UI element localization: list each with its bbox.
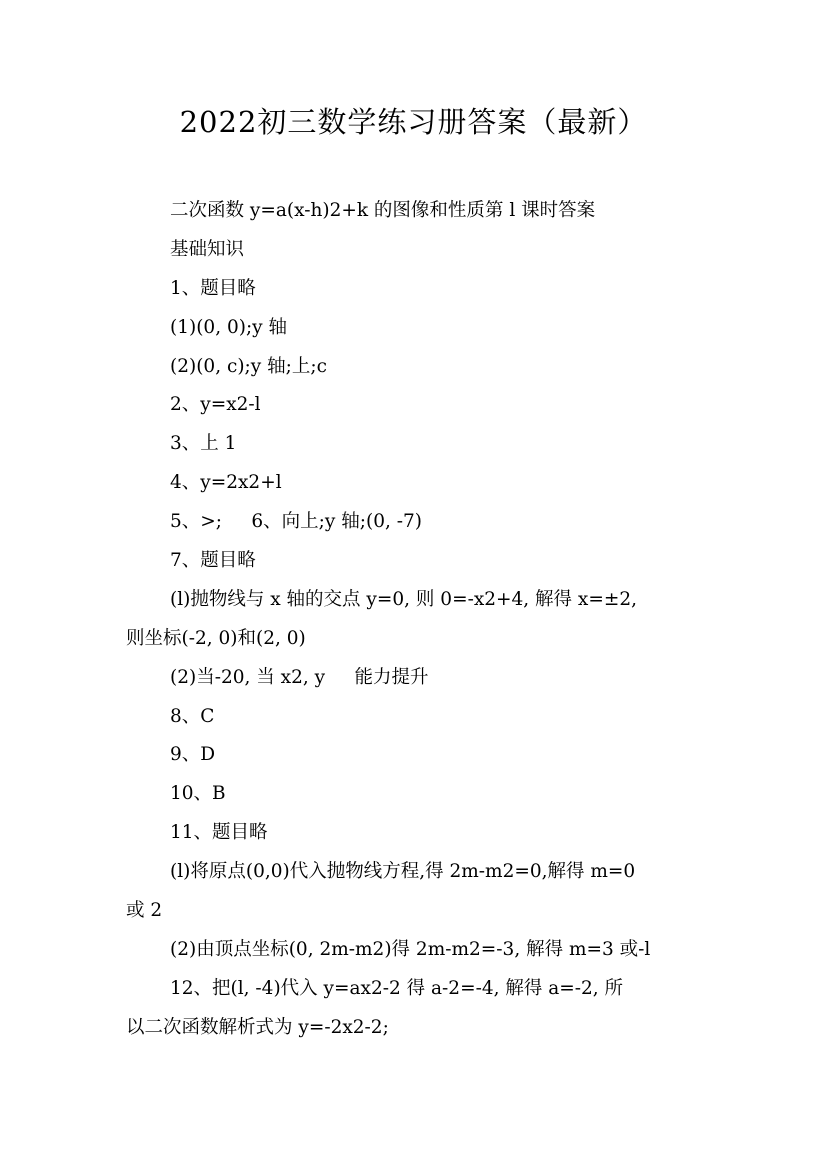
answer-line: (2)当-20, 当 x2, y 能力提升 xyxy=(170,666,429,688)
document-title: 2022初三数学练习册答案（最新） xyxy=(179,105,648,139)
answer-line-continuation: 或 2 xyxy=(126,900,163,922)
subsection-heading: 基础知识 xyxy=(170,238,245,260)
answer-line: 10、B xyxy=(170,783,226,805)
answer-line: 2、y=x2-l xyxy=(170,394,261,416)
answer-line: 9、D xyxy=(170,744,216,766)
answer-line: (l)将原点(0,0)代入抛物线方程,得 2m-m2=0,解得 m=0 xyxy=(170,861,636,883)
document-body xyxy=(126,192,716,1048)
answer-line: 11、题目略 xyxy=(170,822,268,844)
answer-line: 3、上 1 xyxy=(170,433,237,455)
answer-line: (1)(0, 0);y 轴 xyxy=(170,316,288,338)
answer-line: 4、y=2x2+l xyxy=(170,472,282,494)
answer-line: 5、>; 6、向上;y 轴;(0, -7) xyxy=(170,511,422,533)
answer-line: (2)由顶点坐标(0, 2m-m2)得 2m-m2=-3, 解得 m=3 或-l xyxy=(170,938,651,960)
answer-line: 8、C xyxy=(170,705,215,727)
answer-line: 12、把(l, -4)代入 y=ax2-2 得 a-2=-4, 解得 a=-2, 所 xyxy=(170,977,624,999)
answer-line-continuation: 以二次函数解析式为 y=-2x2-2; xyxy=(126,1016,389,1038)
answer-line-continuation: 则坐标(-2, 0)和(2, 0) xyxy=(126,627,306,649)
section-heading: 二次函数 y=a(x-h)2+k 的图像和性质第 l 课时答案 xyxy=(170,200,596,221)
answer-line: 1、题目略 xyxy=(170,277,256,299)
answer-line: 7、题目略 xyxy=(170,550,256,572)
answer-line: (2)(0, c);y 轴;上;c xyxy=(170,355,327,377)
answer-line: (l)抛物线与 x 轴的交点 y=0, 则 0=-x2+4, 解得 x=±2, xyxy=(170,588,638,610)
